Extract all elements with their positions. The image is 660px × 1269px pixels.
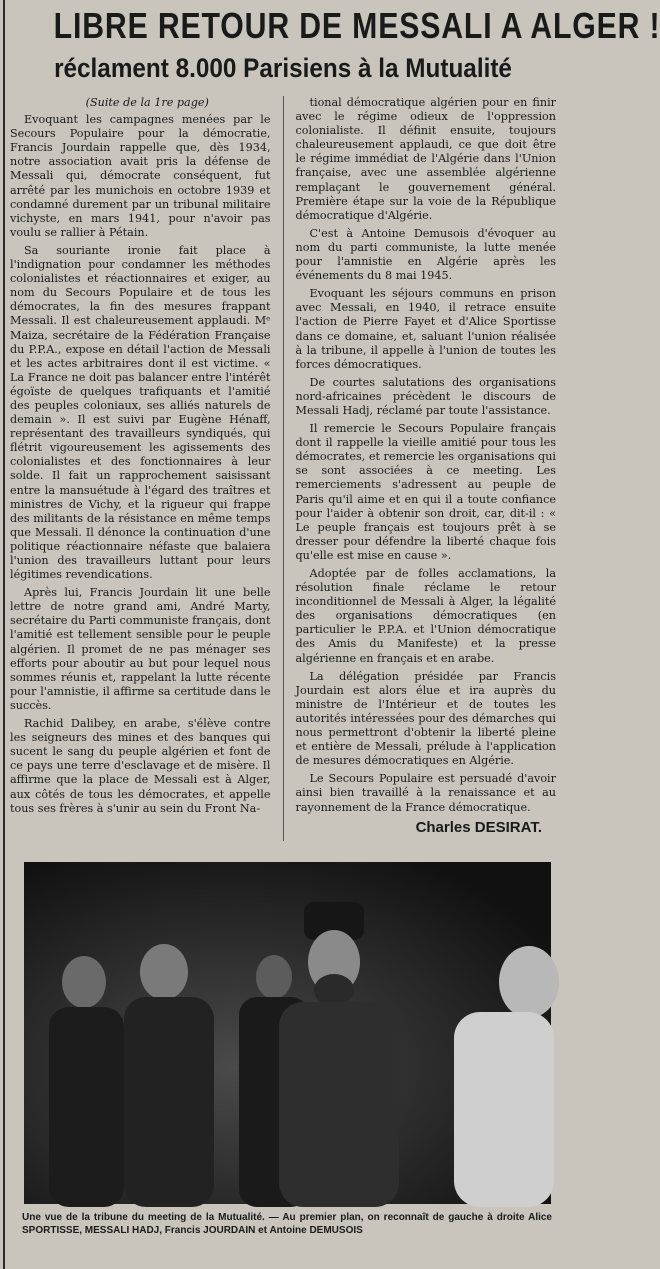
paragraph: Le Secours Populaire est persuadé d'avoir ainsi bien travaillé à la renaissance et au rayonnement de la France démocratique. — [295, 772, 556, 814]
subheadline: réclament 8.000 Parisiens à la Mutualité — [54, 53, 512, 83]
author-signature: Charles DESIRAT. — [415, 818, 542, 836]
photo-image — [24, 862, 551, 1204]
paragraph: La délégation présidée par Francis Jourdain est alors élue et ira auprès du ministre de l'Intérieur et de toutes les autorités intéressées pour des démarches qui nous permettront d'obtenir la liberté pleine et entière de Messali, prélude à l'application de mesures démocratiques en Algérie. — [295, 669, 556, 768]
paragraph: Rachid Dalibey, en arabe, s'élève contre les seigneurs des mines et des banques qui sucent le sang du peuple algérien et font de ce pays une terre d'esclavage et de misère. Il affirme que la place de Messali est à Alger, aux côtés de tous les démocrates, et appelle tous ses frères à s'unir au sein du Front Na- — [10, 717, 271, 815]
continuation-note: (Suite de la 1re page) — [85, 96, 209, 109]
paragraph: De courtes salutations des organisations nord-africaines précèdent le discours de Messali Hadj, réclamé par toute l'assistance. — [295, 375, 556, 417]
paragraph: tional démocratique algérien pour en finir avec le régime odieux de l'oppression colonialiste. Il définit ensuite, toujours chaleureusement applaudi, ce que doit être le régime immédiat de l'Algérie dans l'Union française, avec une assemblée algérienne remplaçant le gouvernement général. Première étape sur la voie de la République démocratique d'Algérie. — [295, 96, 556, 222]
article-columns — [10, 96, 556, 841]
left-column — [10, 96, 271, 841]
paragraph: Après lui, Francis Jourdain lit une belle lettre de notre grand ami, André Marty, secrétaire du Parti communiste français, dont l'amitié est tellement sensible pour le peuple algérien. Il promet de ne pas ménager ses efforts pour aboutir au but pour lequel nous sommes réunis et, rappelant la lutte récente pour l'amnistie, il affirme sa certitude dans le succès. — [10, 586, 271, 712]
paragraph: Evoquant les séjours communs en prison avec Messali, en 1940, il retrace ensuite l'action de Pierre Fayet et d'Alice Sportisse dans ce domaine, et, saluant l'union réalisée à la tribune, il appelle à l'union de toutes les forces démocratiques. — [295, 287, 556, 371]
paragraph: Il remercie le Secours Populaire français dont il rappelle la vieille amitié pour tous les démocrates, et remercie les organisations qui se sont associées à ce meeting. Les remerciements s'adressent au peuple de Paris qu'il aime et en qui il a toute confiance pour l'aider à obtenir son droit, car, dit-il : « Le peuple français est toujours prêt à se dresser pour défendre la liberté chaque fois qu'elle est mise en cause ». — [295, 422, 556, 562]
paragraph: Evoquant les campagnes menées par le Secours Populaire pour la démocratie, Francis Jourdain rappelle que, dès 1934, notre association avait pris la défense de Messali qui, démocrate conséquent, fut arrêté par les munichois en octobre 1939 et condamné durement par un tribunal militaire vichyste, en mars 1941, pour n'avoir pas voulu se rallier à Pétain. — [10, 113, 271, 239]
column-rule — [3, 0, 5, 1269]
meeting-photo — [24, 862, 551, 1204]
paragraph: Adoptée par de folles acclamations, la résolution finale réclame le retour inconditionnel de Messali à Alger, la légalité des organisations démocratiques (en particulier le P.P.A. et l'Union démocratique des Amis du Manifeste) et la presse algérienne en français et en arabe. — [295, 567, 556, 665]
headline: LIBRE RETOUR DE MESSALI A ALGER ! — [53, 5, 660, 46]
paragraph: Sa souriante ironie fait place à l'indignation pour condamner les méthodes colonialistes et réactionnaires et exiger, au nom du Secours Populaire et de tous les démocrates, la fin des mesures frappant Messali. Il est chaleureusement applaudi. Mᵉ Maiza, secrétaire de la Fédération Française du P.P.A., expose en détail l'action de Messali et les actes arbitraires dont il est victime. « La France ne doit pas balancer entre l'intérêt égoïste de quelques trafiquants et l'amitié des peuples coloniaux, ses alliés naturels de demain ». Il est suivi par Eugène Hénaff, représentant des travailleurs syndiqués, qui flétrit vigoureusement les agissements des colonialistes et des fonctionnaires à leur solde. Il fait un rapprochement saisissant entre la mansuétude à l'égard des traîtres et ministres de Vichy, et la rigueur qui frappe des militants de la résistance en même temps que Messali. Il dénonce la continuation d'une politique réactionnaire néfaste que balaiera l'union des travailleurs luttant pour leurs légitimes revendications. — [10, 243, 271, 582]
right-column — [296, 96, 557, 841]
paragraph: C'est à Antoine Demusois d'évoquer au nom du parti communiste, la lutte menée pour l'amnistie en Algérie après les événements du 8 mai 1945. — [295, 226, 556, 283]
photo-caption: Une vue de la tribune du meeting de la Mutualité. — Au premier plan, on reconnaît de gauche à droite Alice SPORTISSE, MESSALI HADJ, Francis JOURDAIN et Antoine DEMUSOIS — [22, 1212, 552, 1236]
column-separator — [283, 96, 284, 841]
